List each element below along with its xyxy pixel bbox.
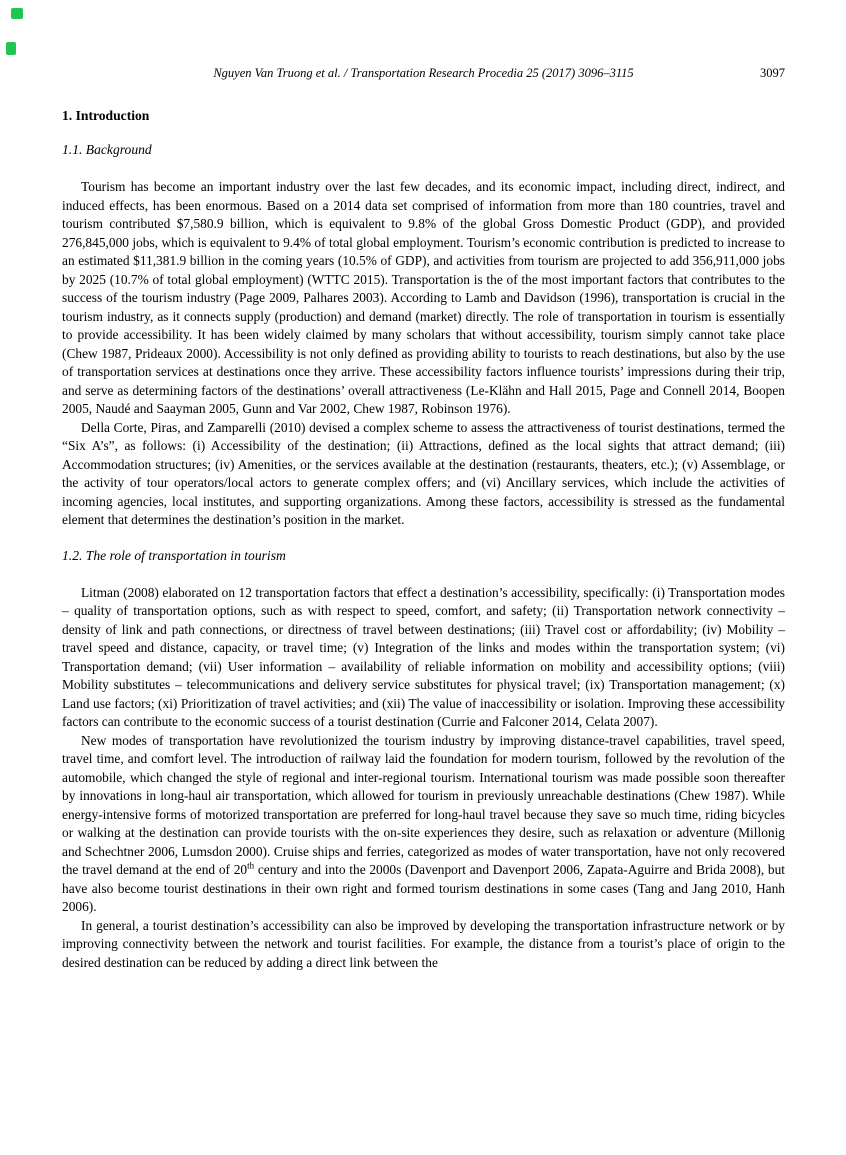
heading-role-of-transportation: 1.2. The role of transportation in tourism [62,547,286,563]
page-content [62,66,785,972]
running-head-citation: Nguyen Van Truong et al. / Transportation Research Procedia 25 (2017) 3096–3115 [213,66,634,80]
superscript-th: th [247,860,255,871]
paragraph-tourism-industry: Tourism has become an important industry over the last few decades, and its economic impact, including direct, indirect, and induced effects, has been enormous. Based on a 2014 data set comprised of information from more than 180 countries, travel and tourism contributed $7,580.9 billion, which is equivalent to 9.8% of the global Gross Domestic Product (GDP), and provided 276,845,000 jobs, which is equivalent to 9.4% of total global employment. Tourism’s economic contribution is predicted to increase to an estimated $11,381.9 billion in the coming years (10.5% of GDP), and activities from tourism are projected to add 356,911,000 jobs by 2025 (10.7% of total global employment) (WTTC 2015). Transportation is the of the most important factors that contributes to the success of the tourism industry (Page 2009, Palhares 2003). According to Lamb and Davidson (1996), transportation is crucial in the tourism industry, as it connects supply (production) and demand (market) directly. The role of transportation in tourism is essentially to provide accessibility. It has been widely claimed by many scholars that without accessibility, tourism simply cannot take place (Chew 1987, Prideaux 2000). Accessibility is not only defined as providing ability to tourists to reach destinations, but also by the use of transportation services at destinations once they arrive. These accessibility factors influence tourists’ impressions during their trip, and serve as determining factors of the destinations’ overall attractiveness (Le-Klähn and Hall 2015, Page and Connell 2014, Boopen 2005, Naudé and Saayman 2005, Gunn and Var 2002, Chew 1987, Robinson 1976). [62,179,785,416]
green-dot-icon-2 [6,42,16,55]
heading-background: 1.1. Background [62,142,152,157]
running-head [62,66,785,81]
paragraph-six-as: Della Corte, Piras, and Zamparelli (2010) devised a complex scheme to assess the attractiveness of tourist destinations, termed the “Six A’s”, as follows: (i) Accessibility of the destination; (ii) Attractions, defined as the local sights that attract demand; (iii) Accommodation structures; (iv) Amenities, or the services available at the destination (restaurants, theaters, etc.); (v) Assemblage, or the activity of tour operators/local actors to generate complex offers; and (vi) Ancillary services, which include the activities of incoming agencies, local institutes, and supporting organizations. Among these factors, accessibility is stressed as the fundamental element that determines the destination’s position in the market. [62,419,785,527]
paragraph-litman-factors: Litman (2008) elaborated on 12 transportation factors that effect a destination’s accessibility, specifically: (i) Transportation modes – quality of transportation options, such as with respect to speed, comfort, and safety; (ii) Transportation network connectivity – density of link and path connections, or directness of travel between destinations; (iii) Travel cost or affordability; (iv) Mobility – travel speed and distance, capacity, or travel time; (v) Integration of the links and modes within the transportation system; (vi) Transportation demand; (vii) User information – availability of reliable information on mobility and accessibility options; (viii) Mobility substitutes – telecommunications and delivery service substitutes for physical travel; (ix) Transportation management; (x) Land use factors; (xi) Prioritization of travel activities; and (xii) The value of inaccessibility or isolation. Improving these accessibility factors can contribute to the economic success of a tourist destination (Currie and Falconer 2014, Celata 2007). [62,584,785,729]
heading-introduction: 1. Introduction [62,108,150,123]
paragraph-new-modes [62,732,785,917]
paragraph-in-general: In general, a tourist destination’s accessibility can also be improved by developing the transportation infrastructure network or by improving connectivity between the network and tourist facilities. For example, the distance from a tourist’s place of origin to the desired destination can be reduced by adding a direct link between the [62,917,785,970]
green-dot-icon-1 [11,8,23,19]
paragraph-new-modes-part1: New modes of transportation have revolutionized the tourism industry by improving distance-travel capabilities, travel speed, travel time, and comfort level. The introduction of railway laid the foundation for modern tourism, followed by the revolution of the automobile, which changed the style of regional and inter-regional tourism. International tourism was made possible soon thereafter by innovations in long-haul air transportation, which allowed for tourism in previously unreachable destinations (Chew 1987). While energy-intensive forms of motorized transportation are preferred for long-haul travel because they save so much time, riding bicycles or walking at the destination can provide tourists with the on-site experiences they desire, such as relaxation or adventure (Millonig and Schechtner 2006, Lumsdon 2000). Cruise ships and ferries, categorized as modes of water transportation, have not only recovered the travel demand at the end of 20 [62,732,785,877]
page-number: 3097 [760,66,785,80]
paragraph-new-modes-part2: century and into the 2000s (Davenport and Davenport 2006, Zapata-Aguirre and Brida 2008), but have also become tourist destinations in their own right and formed tourism destinations in some cases (Tang and Jang 2010, Hanh 2006). [62,862,785,914]
